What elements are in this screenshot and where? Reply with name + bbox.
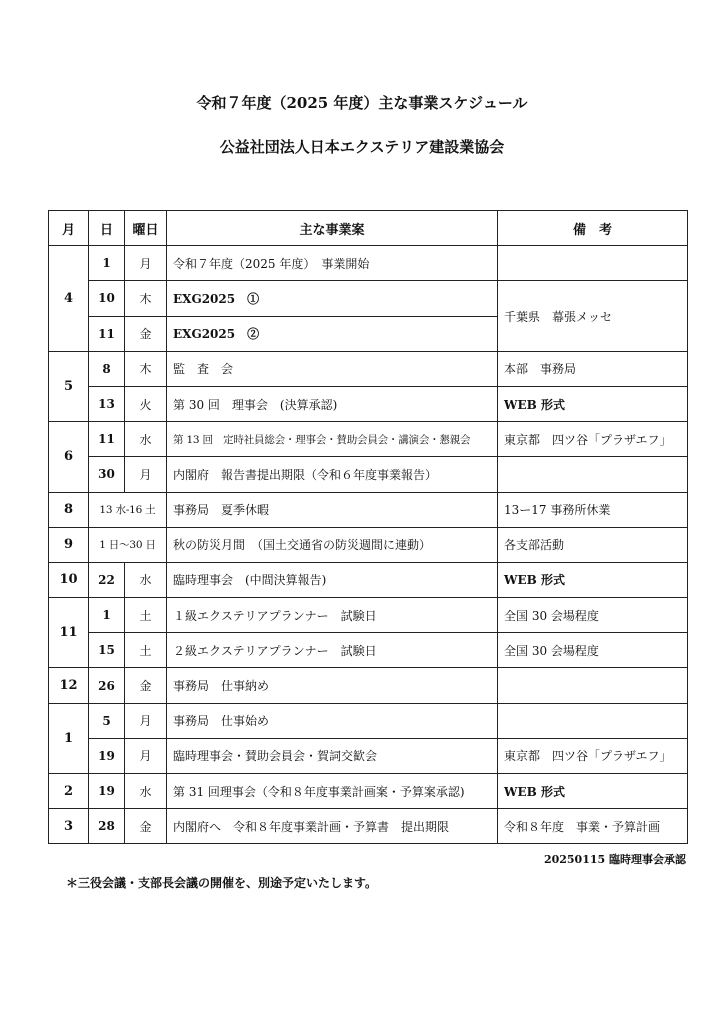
header-notes: 備 考 — [498, 211, 688, 246]
note-cell: 東京都 四ツ谷「プラザエフ」 — [498, 738, 688, 773]
note-cell: 全国 30 会場程度 — [498, 633, 688, 668]
day-cell: 1 — [89, 598, 125, 633]
note-cell — [498, 668, 688, 703]
weekday-cell: 土 — [125, 633, 167, 668]
event-cell: 事務局 仕事納め — [167, 668, 498, 703]
day-cell: 8 — [89, 351, 125, 386]
table-row — [49, 246, 688, 281]
table-row — [49, 809, 688, 844]
day-cell: 10 — [89, 281, 125, 316]
table-row — [49, 668, 688, 703]
event-cell: 臨時理事会 (中間決算報告) — [167, 562, 498, 597]
day-cell: 5 — [89, 703, 125, 738]
day-cell: 11 — [89, 316, 125, 351]
table-row — [49, 281, 688, 316]
event-cell: 監 査 会 — [167, 351, 498, 386]
header-month: 月 — [49, 211, 89, 246]
note-cell: 東京都 四ツ谷「プラザエフ」 — [498, 422, 688, 457]
month-cell: 12 — [49, 668, 89, 703]
header-weekday: 曜日 — [125, 211, 167, 246]
event-cell: 第 30 回 理事会 (決算承認) — [167, 386, 498, 421]
approval-note: 20250115 臨時理事会承認 — [543, 853, 686, 866]
table-row — [49, 633, 688, 668]
month-cell: 3 — [49, 809, 89, 844]
event-cell: １級エクステリアプランナー 試験日 — [167, 598, 498, 633]
weekday-cell: 木 — [125, 281, 167, 316]
note-cell — [498, 703, 688, 738]
weekday-cell: 水 — [125, 422, 167, 457]
table-header-row — [49, 211, 688, 246]
weekday-cell: 月 — [125, 457, 167, 492]
footnote: ＊三役会議・支部長会議の開催を、別途予定いたします。 — [66, 876, 378, 890]
organization-name: 公益社団法人日本エクステリア建設業協会 — [219, 138, 505, 156]
day-cell: 30 — [89, 457, 125, 492]
table-row — [49, 386, 688, 421]
month-cell: 5 — [49, 351, 89, 421]
table-row — [49, 351, 688, 386]
day-weekday-cell: 1 日～30 日 — [89, 527, 167, 562]
month-cell: 2 — [49, 774, 89, 809]
day-weekday-cell: 13 水-16 土 — [89, 492, 167, 527]
event-cell: 第 31 回理事会（令和８年度事業計画案・予算案承認) — [167, 774, 498, 809]
day-cell: 28 — [89, 809, 125, 844]
day-cell: 1 — [89, 246, 125, 281]
weekday-cell: 月 — [125, 246, 167, 281]
day-cell: 19 — [89, 738, 125, 773]
event-cell: 臨時理事会・賛助会員会・賀詞交歓会 — [167, 738, 498, 773]
table-row — [49, 492, 688, 527]
weekday-cell: 金 — [125, 316, 167, 351]
note-cell: WEB 形式 — [498, 562, 688, 597]
table-row — [49, 562, 688, 597]
header-event: 主な事業案 — [167, 211, 498, 246]
event-cell: 第 13 回 定時社員総会・理事会・賛助会員会・講演会・懇親会 — [167, 422, 498, 457]
month-cell: 11 — [49, 598, 89, 668]
document-title: 令和７年度（2025 年度）主な事業スケジュール — [196, 94, 528, 112]
note-cell: WEB 形式 — [498, 386, 688, 421]
note-cell: 全国 30 会場程度 — [498, 598, 688, 633]
schedule-table — [48, 210, 688, 844]
note-cell: 本部 事務局 — [498, 351, 688, 386]
weekday-cell: 金 — [125, 809, 167, 844]
month-cell: 8 — [49, 492, 89, 527]
month-cell: 4 — [49, 246, 89, 352]
event-cell: 秋の防災月間 （国土交通省の防災週間に連動） — [167, 527, 498, 562]
table-row — [49, 738, 688, 773]
weekday-cell: 土 — [125, 598, 167, 633]
event-cell: 内閣府へ 令和８年度事業計画・予算書 提出期限 — [167, 809, 498, 844]
note-cell: 令和８年度 事業・予算計画 — [498, 809, 688, 844]
day-cell: 19 — [89, 774, 125, 809]
event-cell: ２級エクステリアプランナー 試験日 — [167, 633, 498, 668]
event-cell: EXG2025 ① — [167, 281, 498, 316]
event-cell: 事務局 夏季休暇 — [167, 492, 498, 527]
weekday-cell: 火 — [125, 386, 167, 421]
note-cell — [498, 246, 688, 281]
weekday-cell: 水 — [125, 774, 167, 809]
event-cell: 令和７年度（2025 年度） 事業開始 — [167, 246, 498, 281]
day-cell: 26 — [89, 668, 125, 703]
day-cell: 13 — [89, 386, 125, 421]
weekday-cell: 月 — [125, 703, 167, 738]
table-row — [49, 422, 688, 457]
weekday-cell: 木 — [125, 351, 167, 386]
note-cell: WEB 形式 — [498, 774, 688, 809]
month-cell: 10 — [49, 562, 89, 597]
month-cell: 9 — [49, 527, 89, 562]
table-row — [49, 703, 688, 738]
table-row — [49, 457, 688, 492]
day-cell: 11 — [89, 422, 125, 457]
event-cell: 事務局 仕事始め — [167, 703, 498, 738]
table-row — [49, 774, 688, 809]
event-cell: 内閣府 報告書提出期限（令和６年度事業報告） — [167, 457, 498, 492]
table-row — [49, 598, 688, 633]
day-cell: 15 — [89, 633, 125, 668]
table-row — [49, 527, 688, 562]
event-cell: EXG2025 ② — [167, 316, 498, 351]
header-day: 日 — [89, 211, 125, 246]
weekday-cell: 月 — [125, 738, 167, 773]
day-cell: 22 — [89, 562, 125, 597]
month-cell: 6 — [49, 422, 89, 492]
note-cell: 各支部活動 — [498, 527, 688, 562]
note-cell: 千葉県 幕張メッセ — [498, 281, 688, 351]
note-cell: 13ー17 事務所休業 — [498, 492, 688, 527]
weekday-cell: 金 — [125, 668, 167, 703]
month-cell: 1 — [49, 703, 89, 773]
weekday-cell: 水 — [125, 562, 167, 597]
note-cell — [498, 457, 688, 492]
